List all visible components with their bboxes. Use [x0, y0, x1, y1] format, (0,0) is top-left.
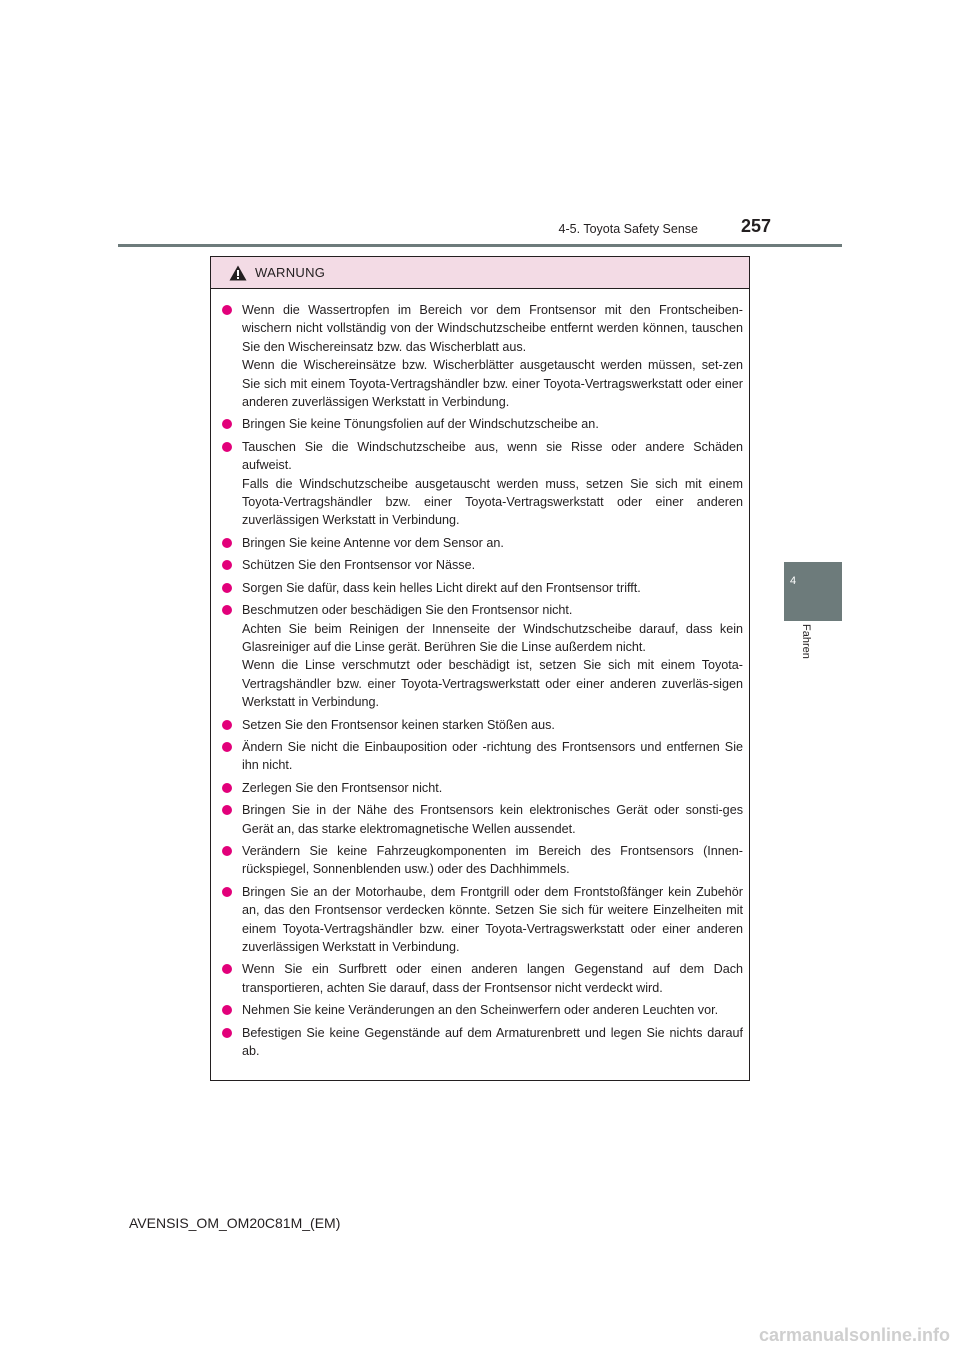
bullet-icon: [222, 887, 232, 897]
warning-box: [210, 256, 750, 1081]
warning-item: [222, 415, 743, 433]
warning-text: Bringen Sie in der Nähe des Frontsensors kein elektronisches Gerät oder sonsti-ges Gerät an, das starke elektromagnetische Wellen aussendet.: [242, 803, 743, 836]
warning-text: Bringen Sie an der Motorhaube, dem Frontgrill oder dem Frontstoßfänger kein Zubehör an, das den Frontsensor verdecken könnte. Setzen Sie sich für weitere Einzelheiten mit einem Toyota-Vertragshändler bzw. einer Toyota-Vertragswerkstatt oder einer anderen zuverlässigen Werkstatt in Verbindung.: [242, 884, 743, 954]
warning-header: [211, 257, 749, 289]
watermark: carmanualsonline.info: [758, 1325, 950, 1345]
bullet-icon: [222, 720, 232, 730]
warning-item: [222, 579, 743, 597]
bullet-icon: [222, 560, 232, 570]
warning-text: Befestigen Sie keine Gegenstände auf dem Armaturenbrett und legen Sie nichts darauf ab.: [242, 1025, 743, 1059]
bullet-icon: [222, 1028, 232, 1038]
warning-text: Bringen Sie keine Tönungsfolien auf der Windschutzscheibe an.: [242, 417, 599, 432]
bullet-icon: [222, 846, 232, 856]
warning-text: Zerlegen Sie den Frontsensor nicht.: [242, 780, 443, 795]
warning-text: Wenn die Wischereinsätze bzw. Wischerblätter ausgetauscht werden müssen, set-zen Sie sich mit einem Toyota-Vertragshändler bzw. einer Toyota-Vertragswerkstatt oder einer anderen zuverlässigen Werkstatt in Verbindung.: [242, 358, 743, 410]
warning-text: Wenn die Linse verschmutzt oder beschädigt ist, setzen Sie sich mit einem Toyota-Vertragshändler bzw. einer Toyota-Vertragswerkstatt oder einer anderen zuverläs-sigen Werkstatt in Verbindung.: [242, 658, 743, 710]
bullet-icon: [222, 783, 232, 793]
document-code: AVENSIS_OM_OM20C81M_(EM): [129, 1215, 341, 1231]
warning-item: [222, 556, 743, 574]
warning-text: Verändern Sie keine Fahrzeugkomponenten im Bereich des Frontsensors (Innen-rückspiegel, Sonnenblenden usw.) oder des Dachhimmels.: [242, 843, 743, 877]
warning-title: WARNUNG: [255, 265, 326, 280]
warning-item: [222, 801, 743, 838]
warning-item: [222, 534, 743, 552]
warning-text: Bringen Sie keine Antenne vor dem Sensor an.: [242, 535, 504, 550]
warning-text: Beschmutzen oder beschädigen Sie den Frontsensor nicht.: [242, 603, 573, 618]
bullet-icon: [222, 805, 232, 815]
header-divider: [118, 244, 842, 247]
warning-text: Wenn die Wassertropfen im Bereich vor dem Frontsensor mit den Frontscheiben-wischern nicht vollständig von der Windschutzscheibe entfernt werden können, tauschen Sie den Wischereinsatz bzw. das Wischerblatt aus.: [242, 303, 743, 354]
bullet-icon: [222, 964, 232, 974]
chapter-tab-number: 4: [790, 575, 797, 587]
page-number: 257: [741, 216, 772, 236]
warning-item: [222, 779, 743, 797]
bullet-icon: [222, 538, 232, 548]
warning-item: [222, 301, 743, 411]
bullet-icon: [222, 1005, 232, 1015]
warning-text: Achten Sie beim Reinigen der Innenseite der Windschutzscheibe darauf, dass kein Glasreiniger auf die Linse gerät. Berühren Sie die Linse außerdem nicht.: [242, 621, 743, 654]
warning-list: [211, 289, 749, 1060]
warning-item: [222, 738, 743, 775]
warning-item: [222, 1001, 743, 1019]
bullet-icon: [222, 583, 232, 593]
warning-item: [222, 960, 743, 997]
warning-text: Tauschen Sie die Windschutzscheibe aus, wenn sie Risse oder andere Schäden aufweist.: [242, 439, 743, 473]
warning-text: Nehmen Sie keine Veränderungen an den Scheinwerfern oder anderen Leuchten vor.: [242, 1003, 719, 1018]
warning-item: [222, 716, 743, 734]
warning-triangle-icon: [229, 265, 247, 281]
bullet-icon: [222, 442, 232, 452]
chapter-tab-label: Fahren: [800, 624, 812, 659]
warning-text: Falls die Windschutzscheibe ausgetauscht werden muss, setzen Sie sich mit einem Toyota-Vertragshändler bzw. einer Toyota-Vertragswerkstatt oder einer anderen zuverlässigen Werkstatt in Verbindung.: [242, 476, 743, 528]
chapter-tab: [784, 562, 842, 621]
section-title: 4-5. Toyota Safety Sense: [558, 222, 698, 236]
warning-item: [222, 438, 743, 530]
warning-text: Sorgen Sie dafür, dass kein helles Licht direkt auf den Frontsensor trifft.: [242, 580, 641, 595]
warning-item: [222, 883, 743, 957]
bullet-icon: [222, 419, 232, 429]
warning-item: [222, 842, 743, 879]
bullet-icon: [222, 305, 232, 315]
warning-item: [222, 1024, 743, 1061]
warning-text: Schützen Sie den Frontsensor vor Nässe.: [242, 558, 476, 573]
warning-item: [222, 601, 743, 711]
bullet-icon: [222, 605, 232, 615]
warning-text: Wenn Sie ein Surfbrett oder einen anderen langen Gegenstand auf dem Dach transportieren, achten Sie darauf, dass der Frontsensor nicht verdeckt wird.: [242, 962, 743, 995]
warning-text: Ändern Sie nicht die Einbauposition oder -richtung des Frontsensors und entfernen Sie ihn nicht.: [242, 739, 743, 773]
bullet-icon: [222, 742, 232, 752]
warning-text: Setzen Sie den Frontsensor keinen starken Stößen aus.: [242, 717, 555, 732]
